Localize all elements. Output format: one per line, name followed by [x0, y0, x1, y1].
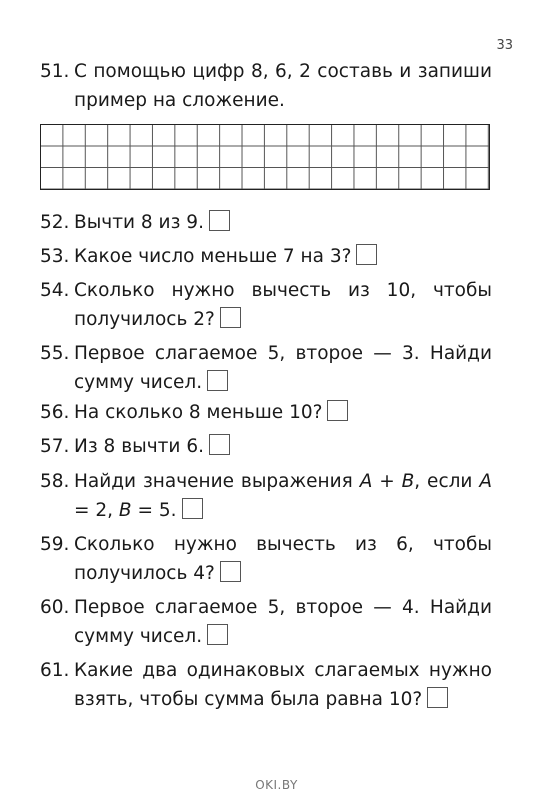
task-text: Первое слагаемое 5, второе — 4. Найди сумму чисел.	[74, 597, 492, 647]
value-b: = 5.	[131, 500, 177, 521]
task-text: Сколько нужно вычесть из 10, чтобы получилось 2?	[74, 280, 492, 330]
value-a: = 2,	[74, 500, 119, 521]
task-54	[40, 276, 492, 334]
task-53	[40, 242, 492, 271]
task-number: 53.	[40, 246, 70, 267]
answer-box[interactable]	[182, 498, 203, 519]
task-text: Какие два одинаковых слагаемых нужно взять, чтобы сумма была равна 10?	[74, 660, 492, 710]
task-number: 51.	[40, 61, 70, 82]
answer-box[interactable]	[207, 370, 228, 391]
task-57	[40, 432, 492, 461]
variable-a: A	[479, 471, 492, 492]
answer-box[interactable]	[209, 210, 230, 231]
task-text: На сколько 8 меньше 10?	[74, 402, 323, 423]
task-number: 60.	[40, 597, 70, 618]
task-number: 55.	[40, 343, 70, 364]
task-number: 58.	[40, 471, 70, 492]
task-number: 56.	[40, 402, 70, 423]
task-text: , если	[414, 471, 480, 492]
task-text: Вычти 8 из 9.	[74, 212, 204, 233]
answer-grid[interactable]	[40, 124, 490, 190]
task-60	[40, 593, 492, 651]
answer-box[interactable]	[207, 624, 228, 645]
watermark: OKI.BY	[255, 778, 298, 792]
answer-box[interactable]	[220, 561, 241, 582]
answer-box[interactable]	[427, 687, 448, 708]
answer-box[interactable]	[327, 400, 348, 421]
task-text: С помощью цифр 8, 6, 2 составь и запиши пример на сложение.	[74, 61, 492, 111]
task-text: Найди значение выражения	[74, 471, 360, 492]
answer-box[interactable]	[356, 244, 377, 265]
expression: A + B	[359, 471, 415, 492]
task-number: 52.	[40, 212, 70, 233]
task-number: 61.	[40, 660, 70, 681]
task-number: 57.	[40, 436, 70, 457]
task-51	[40, 57, 492, 115]
task-52	[40, 208, 492, 237]
task-text: Сколько нужно вычесть из 6, чтобы получилось 4?	[74, 534, 492, 584]
task-text: Из 8 вычти 6.	[74, 436, 204, 457]
task-number: 59.	[40, 534, 70, 555]
answer-box[interactable]	[209, 434, 230, 455]
task-text: Первое слагаемое 5, второе — 3. Найди сумму чисел.	[74, 343, 492, 393]
task-59	[40, 530, 492, 588]
task-text: Какое число меньше 7 на 3?	[74, 246, 352, 267]
task-number: 54.	[40, 280, 70, 301]
page-number: 33	[496, 38, 513, 53]
task-56	[40, 398, 492, 427]
task-58	[40, 467, 492, 525]
answer-box[interactable]	[220, 307, 241, 328]
task-55	[40, 339, 492, 397]
task-61	[40, 656, 492, 714]
variable-b: B	[118, 500, 132, 521]
